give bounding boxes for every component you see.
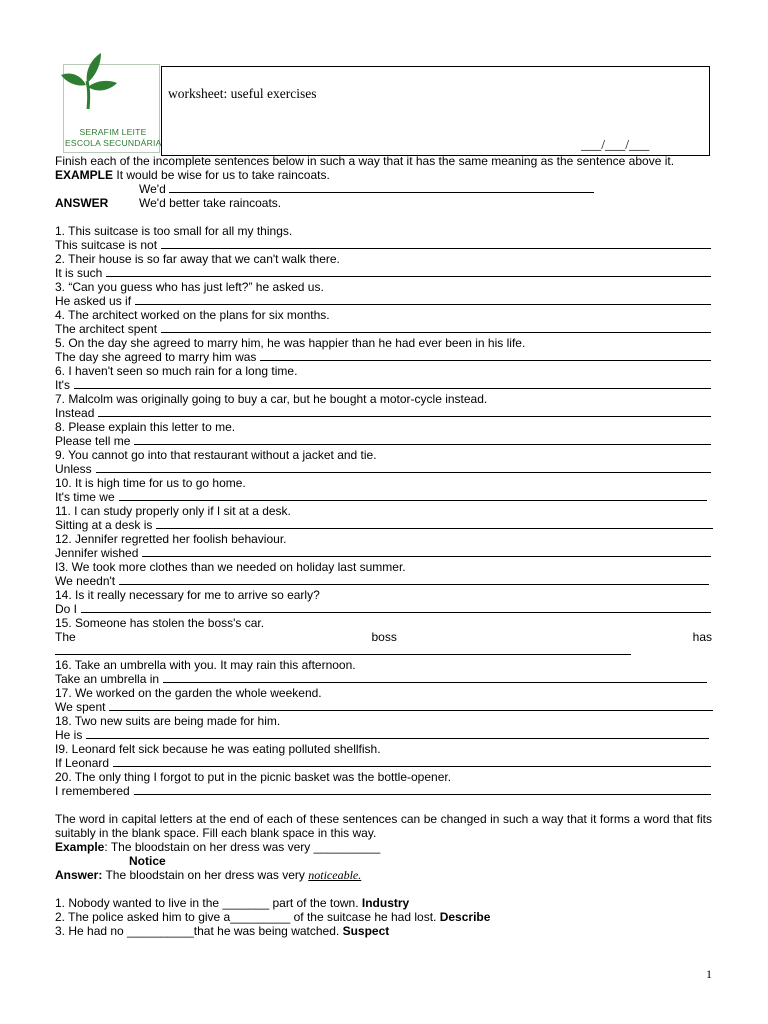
- answer-label: ANSWER: [55, 196, 109, 210]
- answer-blank[interactable]: [134, 434, 711, 445]
- exercise-stem: Jennifer wished: [55, 546, 139, 560]
- exercise-stem-line: [55, 574, 712, 588]
- exercise-stem: He asked us if: [55, 294, 132, 308]
- answer-text: We'd better take raincoats.: [139, 196, 282, 210]
- exercise-stem: I remembered: [55, 784, 130, 798]
- exercise-stem-line: [55, 490, 712, 504]
- exercise-sentence: 15. Someone has stolen the boss's car.: [55, 616, 265, 630]
- answer-blank[interactable]: [109, 700, 713, 711]
- exercise-sentence: 10. It is high time for us to go home.: [55, 476, 246, 490]
- part1-example: [55, 168, 712, 182]
- exercise-sentence: 20. The only thing I forgot to put in the picnic basket was the bottle-opener.: [55, 770, 452, 784]
- exercise-sentence: 17. We worked on the garden the whole weekend.: [55, 686, 322, 700]
- exercise-stem-line: [55, 784, 712, 798]
- exercise-stem-line: [55, 434, 712, 448]
- example-sentence: It would be wise for us to take raincoats.: [116, 168, 330, 182]
- exercise-stem-line: [55, 756, 712, 770]
- exercise-stem-line: [55, 378, 712, 392]
- exercise-stem: Do I: [55, 602, 78, 616]
- answer-blank[interactable]: [161, 322, 711, 333]
- exercise-stem: We spent: [55, 700, 106, 714]
- exercise-blank-line[interactable]: [55, 644, 712, 658]
- logo-line-1: SERAFIM LEITE: [79, 127, 147, 137]
- part2-instructions: The word in capital letters at the end of each of these sentences can be changed in such a way that it forms a word that fits suitably in the blank space. Fill each blank space in this way.: [55, 812, 712, 840]
- example-blank: [169, 182, 594, 193]
- exercise-stem-line: [55, 350, 712, 364]
- part2-example-label: Example: [55, 840, 105, 854]
- exercise-sentence: 11. I can study properly only if I sit at a desk.: [55, 504, 291, 518]
- exercise-sentence: 6. I haven't seen so much rain for a long time.: [55, 364, 298, 378]
- exercise-sentence: I3. We took more clothes than we needed on holiday last summer.: [55, 560, 406, 574]
- word-formation-sentence: 1. Nobody wanted to live in the _______ part of the town.: [55, 896, 359, 910]
- title-box: [161, 66, 710, 156]
- exercise-sentence: 14. Is it really necessary for me to arrive so early?: [55, 588, 320, 602]
- part2-answer-label: Answer:: [55, 868, 103, 882]
- answer-blank[interactable]: [142, 546, 711, 557]
- exercise-sentence: 7. Malcolm was originally going to buy a car, but he bought a motor-cycle instead.: [55, 392, 488, 406]
- part2-example-text: The bloodstain on her dress was very __________: [110, 840, 381, 854]
- word-formation-item: [55, 924, 712, 938]
- exercise-stem-line: [55, 602, 712, 616]
- exercise-stem: Please tell me: [55, 434, 131, 448]
- exercise-stem-line: [55, 238, 712, 252]
- capital-word: Suspect: [342, 924, 390, 938]
- exercise-sentence: 1. This suitcase is too small for all my things.: [55, 224, 293, 238]
- answer-blank[interactable]: [119, 574, 709, 585]
- example-stem-line: [55, 182, 712, 196]
- capital-word: Industry: [361, 896, 410, 910]
- answer-blank[interactable]: [163, 672, 707, 683]
- exercise-stem-line: [55, 518, 712, 532]
- answer-blank[interactable]: [98, 406, 711, 417]
- part1-answer: [55, 196, 712, 210]
- exercise-stem-line: [55, 294, 712, 308]
- exercise-stem: It's: [55, 378, 70, 392]
- answer-blank[interactable]: [86, 728, 709, 739]
- exercise-stem-line: [55, 672, 712, 686]
- answer-blank[interactable]: [106, 266, 711, 277]
- exercise-stem-line: [55, 630, 712, 644]
- exercise-stem: Unless: [55, 462, 92, 476]
- answer-blank[interactable]: [113, 756, 711, 767]
- answer-blank[interactable]: [156, 518, 713, 529]
- word-formation-sentence: 3. He had no __________that he was being watched.: [55, 924, 340, 938]
- word-formation-item: [55, 896, 712, 910]
- exercise-stem-line: [55, 322, 712, 336]
- part2-example-word: Notice: [129, 854, 166, 868]
- school-logo: [55, 51, 161, 154]
- exercise-stem: Take an umbrella in: [55, 672, 160, 686]
- worksheet-content: [55, 154, 712, 938]
- answer-blank[interactable]: [135, 294, 711, 305]
- part2-example: Example: The bloodstain on her dress was very __________: [55, 840, 381, 854]
- answer-blank[interactable]: [96, 462, 711, 473]
- page-number: 1: [706, 967, 712, 981]
- part2-answer: [55, 868, 712, 882]
- stem-word: The: [55, 630, 76, 644]
- exercise-stem-line: [55, 266, 712, 280]
- exercise-stem-line: [55, 546, 712, 560]
- exercise-sentence: 5. On the day she agreed to marry him, he was happier than he had ever been in his life.: [55, 336, 526, 350]
- word-formation-list: [55, 896, 712, 938]
- exercise-list: [55, 224, 712, 798]
- stem-word: boss: [371, 630, 397, 644]
- date-field: ___/___/___: [581, 137, 650, 152]
- answer-blank[interactable]: [161, 238, 711, 249]
- capital-word: Describe: [439, 910, 491, 924]
- exercise-sentence: 9. You cannot go into that restaurant without a jacket and tie.: [55, 448, 377, 462]
- exercise-sentence: 2. Their house is so far away that we can't walk there.: [55, 252, 340, 266]
- exercise-stem: We needn't: [55, 574, 116, 588]
- example-stem: We'd: [139, 182, 166, 196]
- word-formation-sentence: 2. The police asked him to give a_________ of the suitcase he had lost.: [55, 910, 437, 924]
- exercise-sentence: 18. Two new suits are being made for him.: [55, 714, 281, 728]
- exercise-sentence: 12. Jennifer regretted her foolish behaviour.: [55, 532, 287, 546]
- answer-blank[interactable]: [55, 644, 631, 655]
- answer-blank[interactable]: [119, 490, 707, 501]
- exercise-stem: The architect spent: [55, 322, 158, 336]
- part2-answer-word: noticeable.: [308, 868, 362, 882]
- answer-blank[interactable]: [260, 350, 711, 361]
- exercise-sentence: 3. “Can you guess who has just left?” he asked us.: [55, 280, 324, 294]
- exercise-sentence: 16. Take an umbrella with you. It may rain this afternoon.: [55, 658, 356, 672]
- part2-answer-text: The bloodstain on her dress was very: [105, 868, 305, 882]
- exercise-stem-line: [55, 728, 712, 742]
- exercise-stem: This suitcase is not: [55, 238, 158, 252]
- answer-blank[interactable]: [81, 602, 711, 613]
- exercise-stem-line: [55, 406, 712, 420]
- exercise-stem-line: [55, 700, 712, 714]
- exercise-stem-line: [55, 462, 712, 476]
- exercise-stem: Instead: [55, 406, 95, 420]
- worksheet-title: worksheet: useful exercises: [168, 86, 317, 101]
- exercise-stem: He is: [55, 728, 83, 742]
- exercise-stem: If Leonard: [55, 756, 110, 770]
- exercise-sentence: 8. Please explain this letter to me.: [55, 420, 236, 434]
- leaf-icon: [55, 51, 125, 111]
- exercise-sentence: 4. The architect worked on the plans for six months.: [55, 308, 330, 322]
- stem-word: has: [692, 630, 712, 644]
- exercise-stem: It's time we: [55, 490, 115, 504]
- word-formation-item: [55, 910, 712, 924]
- exercise-stem: Sitting at a desk is: [55, 518, 153, 532]
- part1-instructions: Finish each of the incomplete sentences below in such a way that it has the same meaning as the sentence above it.: [55, 154, 675, 168]
- answer-blank[interactable]: [74, 378, 711, 389]
- logo-line-2: ESCOLA SECUNDÁRIA: [65, 138, 162, 148]
- answer-blank[interactable]: [134, 784, 711, 795]
- example-label: EXAMPLE: [55, 168, 114, 182]
- exercise-sentence: I9. Leonard felt sick because he was eating polluted shellfish.: [55, 742, 381, 756]
- exercise-stem: It is such: [55, 266, 103, 280]
- exercise-stem: The day she agreed to marry him was: [55, 350, 257, 364]
